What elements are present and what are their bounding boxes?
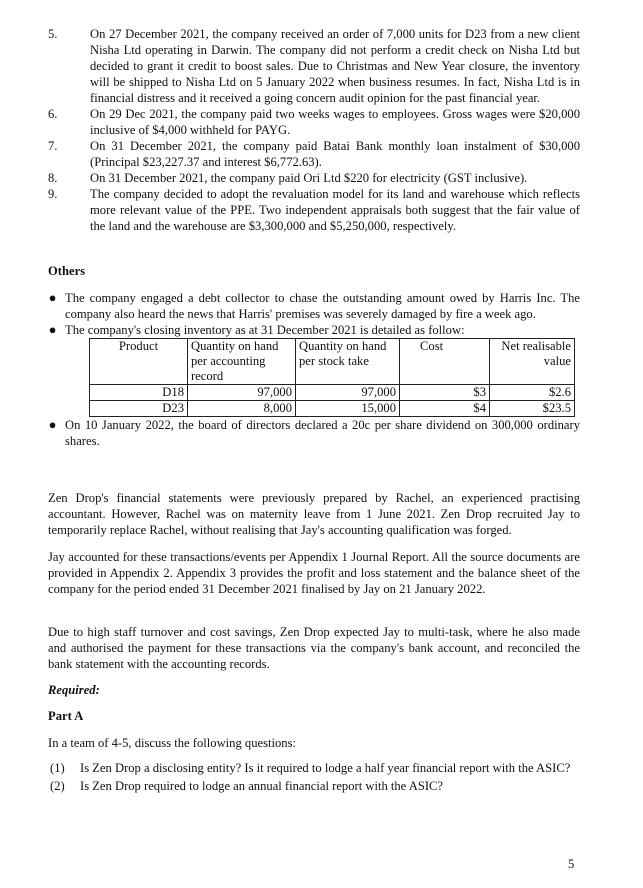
question-item bbox=[48, 760, 580, 776]
header-qty-accounting: Quantity on hand per accounting record bbox=[188, 339, 296, 385]
cell-nrv: $2.6 bbox=[490, 385, 575, 401]
others-bullet-list bbox=[40, 290, 580, 449]
question-text: Is Zen Drop a disclosing entity? Is it required to lodge a half year financial report with the ASIC? bbox=[80, 761, 571, 775]
item-number: 6. bbox=[48, 107, 58, 121]
closing-inventory-table bbox=[89, 338, 575, 417]
bullet-dot-icon: ● bbox=[48, 290, 57, 305]
table-row bbox=[90, 401, 575, 417]
bullet-item bbox=[40, 322, 580, 338]
item-text: On 29 Dec 2021, the company paid two weeks wages to employees. Gross wages were $20,000 inclusive of $4,000 withheld for PAYG. bbox=[90, 107, 580, 137]
bullet-item bbox=[40, 417, 580, 449]
cell-nrv: $23.5 bbox=[490, 401, 575, 417]
others-heading: Others bbox=[48, 264, 86, 278]
question-number: (1) bbox=[50, 761, 65, 775]
bullet-text: The company's closing inventory as at 31 December 2021 is detailed as follow: bbox=[65, 323, 465, 337]
paragraph-appendix: Jay accounted for these transactions/events per Appendix 1 Journal Report. All the source documents are provided in Appendix 2. Appendix 3 provides the profit and loss statement and the balance sheet of the company for the period ended 31 December 2021 finalised by Jay on 21 January 2022. bbox=[48, 550, 580, 596]
item-number: 7. bbox=[48, 139, 58, 153]
list-item bbox=[48, 26, 580, 106]
bullet-dot-icon: ● bbox=[48, 322, 57, 337]
bullet-text: The company engaged a debt collector to chase the outstanding amount owed by Harris Inc. The company also heard the news that Harris' premises was severely damaged by fire a week ago. bbox=[65, 291, 580, 321]
cell-qty-accounting: 8,000 bbox=[188, 401, 296, 417]
bullet-dot-icon: ● bbox=[48, 417, 57, 432]
question-text: Is Zen Drop required to lodge an annual financial report with the ASIC? bbox=[80, 779, 444, 793]
item-number: 9. bbox=[48, 187, 58, 201]
cell-qty-accounting: 97,000 bbox=[188, 385, 296, 401]
cell-qty-stocktake: 97,000 bbox=[296, 385, 400, 401]
required-label: Required: bbox=[48, 683, 100, 697]
team-instruction: In a team of 4-5, discuss the following questions: bbox=[48, 736, 296, 750]
cell-qty-stocktake: 15,000 bbox=[296, 401, 400, 417]
cell-product: D23 bbox=[90, 401, 188, 417]
item-text: On 31 December 2021, the company paid Batai Bank monthly loan instalment of $30,000 (Principal $23,227.37 and interest $6,772.63). bbox=[90, 139, 580, 169]
cell-cost: $3 bbox=[400, 385, 490, 401]
question-list bbox=[48, 760, 580, 794]
paragraph-rachel: Zen Drop's financial statements were previously prepared by Rachel, an experienced practising accountant. However, Rachel was on maternity leave from 1 June 2021. Zen Drop recruited Jay to temporarily replace Rachel, without realising that Jay's accounting qualification was forged. bbox=[48, 491, 580, 537]
list-item bbox=[48, 138, 580, 170]
cell-product: D18 bbox=[90, 385, 188, 401]
table-header-row bbox=[90, 339, 575, 385]
cell-cost: $4 bbox=[400, 401, 490, 417]
numbered-transaction-list bbox=[48, 26, 580, 234]
header-qty-stocktake: Quantity on hand per stock take bbox=[296, 339, 400, 385]
paragraph-staff-turnover: Due to high staff turnover and cost savings, Zen Drop expected Jay to multi-task, where he also made and authorised the payment for these transactions via the company's bank account, and reconciled the bank statement with the accounting records. bbox=[48, 625, 580, 671]
table-row bbox=[90, 385, 575, 401]
header-product: Product bbox=[90, 339, 188, 385]
bullet-text: On 10 January 2022, the board of directors declared a 20c per share dividend on 300,000 ordinary shares. bbox=[65, 418, 580, 448]
item-number: 5. bbox=[48, 27, 58, 41]
bullet-item bbox=[40, 290, 580, 322]
list-item bbox=[48, 170, 580, 186]
list-item bbox=[48, 186, 580, 234]
item-number: 8. bbox=[48, 171, 58, 185]
question-number: (2) bbox=[50, 779, 65, 793]
header-nrv: Net realisable value bbox=[490, 339, 575, 385]
item-text: The company decided to adopt the revaluation model for its land and warehouse which reflects more relevant value of the PPE. Two independent appraisals both suggest that the fair value of the land and the warehouse are $3,300,000 and $5,250,000, respectively. bbox=[90, 187, 580, 233]
list-item bbox=[48, 106, 580, 138]
item-text: On 31 December 2021, the company paid Ori Ltd $220 for electricity (GST inclusive). bbox=[90, 171, 528, 185]
page-number: 5 bbox=[568, 857, 575, 871]
part-a-heading: Part A bbox=[48, 709, 84, 723]
question-item bbox=[48, 778, 580, 794]
item-text: On 27 December 2021, the company received an order of 7,000 units for D23 from a new client Nisha Ltd operating in Darwin. The company did not perform a credit check on Nisha Ltd but decided to grant it credit to boost sales. Due to Christmas and New Year closure, the inventory will be shipped to Nisha Ltd on 5 January 2022 when business resumes. In fact, Nisha Ltd is in financial distress and it received a going concern audit opinion for the past financial year. bbox=[90, 27, 580, 105]
header-cost: Cost bbox=[400, 339, 490, 385]
